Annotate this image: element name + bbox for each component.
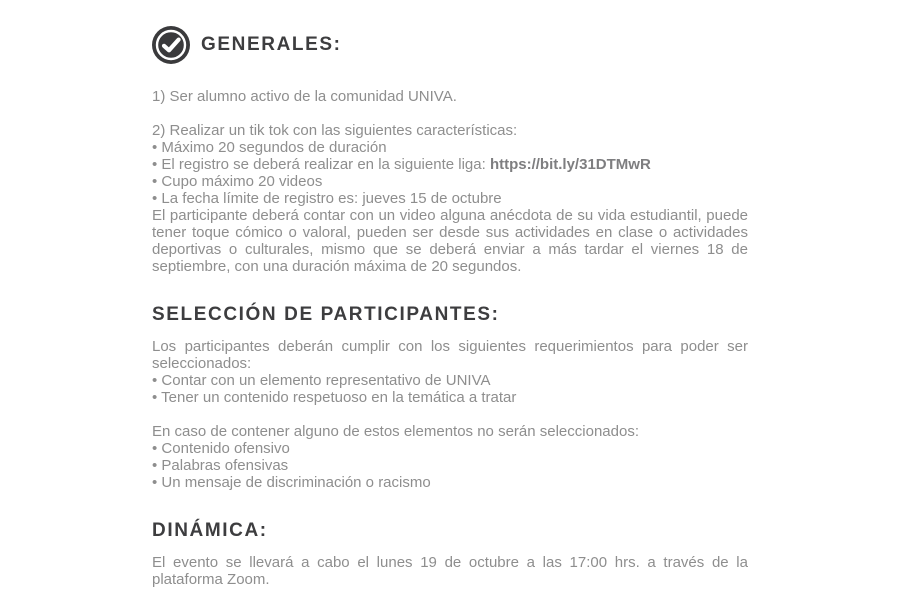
bullet-icon: • [152,190,162,207]
bullet-icon: • [152,156,162,173]
tiktok-rules-block [152,122,748,275]
dinamica-heading: DINÁMICA: [152,520,268,541]
bullet-text: El registro se deberá realizar en la siguiente liga: [161,156,490,173]
bullet-item-elemento-univa [152,372,748,389]
seleccion-heading: SELECCIÓN DE PARTICIPANTES: [152,304,500,325]
seleccion-intro: Los participantes deberán cumplir con los siguientes requerimientos para poder ser seleccionados: [152,338,748,372]
generales-heading-row [152,26,748,64]
bullet-text: Palabras ofensivas [161,457,289,474]
bullet-item-contenido-ofensivo [152,440,748,457]
rule-tiktok-intro: 2) Realizar un tik tok con las siguientes características: [152,122,518,139]
bullet-item-contenido-respetuoso [152,389,748,406]
bullet-text: Contenido ofensivo [161,440,290,457]
bullet-item-palabras-ofensivas [152,457,748,474]
bullet-icon: • [152,440,162,457]
bullet-icon: • [152,173,162,190]
exclusion-intro: En caso de contener alguno de estos elementos no serán seleccionados: [152,423,639,440]
bullet-text: Un mensaje de discriminación o racismo [161,474,431,491]
generales-heading: GENERALES: [201,34,342,55]
participant-video-paragraph: El participante deberá contar con un video alguna anécdota de su vida estudiantil, puede tener toque cómico o valoral, pueden ser desde sus actividades en clase o actividades deportivas o culturales, mismo que se deberá enviar a más tardar el viernes 18 de septiembre, con una duración máxima de 20 segundos. [152,207,748,275]
bullet-text: Contar con un elemento representativo de UNIVA [161,372,491,389]
bullet-icon: • [152,372,162,389]
registration-link[interactable]: https://bit.ly/31DTMwR [489,156,651,173]
rule-alumno-activo: 1) Ser alumno activo de la comunidad UNIVA. [152,88,457,105]
dinamica-paragraph: El evento se llevará a cabo el lunes 19 de octubre a las 17:00 hrs. a través de la plataforma Zoom. [152,554,748,588]
bullet-text: Tener un contenido respetuoso en la temática a tratar [161,389,517,406]
bullet-text: La fecha límite de registro es: jueves 15 de octubre [161,190,502,207]
bullet-text: Cupo máximo 20 videos [161,173,323,190]
bullet-text: Máximo 20 segundos de duración [161,139,387,156]
bullet-item-registro [152,156,748,173]
bullet-icon: • [152,389,162,406]
verified-check-icon [152,26,190,64]
bullet-icon: • [152,139,162,156]
bullet-item-fecha-limite [152,190,748,207]
bullet-icon: • [152,474,162,491]
bullet-item-duracion [152,139,748,156]
bullet-item-discriminacion [152,474,748,491]
bullet-icon: • [152,457,162,474]
bullet-item-cupo [152,173,748,190]
